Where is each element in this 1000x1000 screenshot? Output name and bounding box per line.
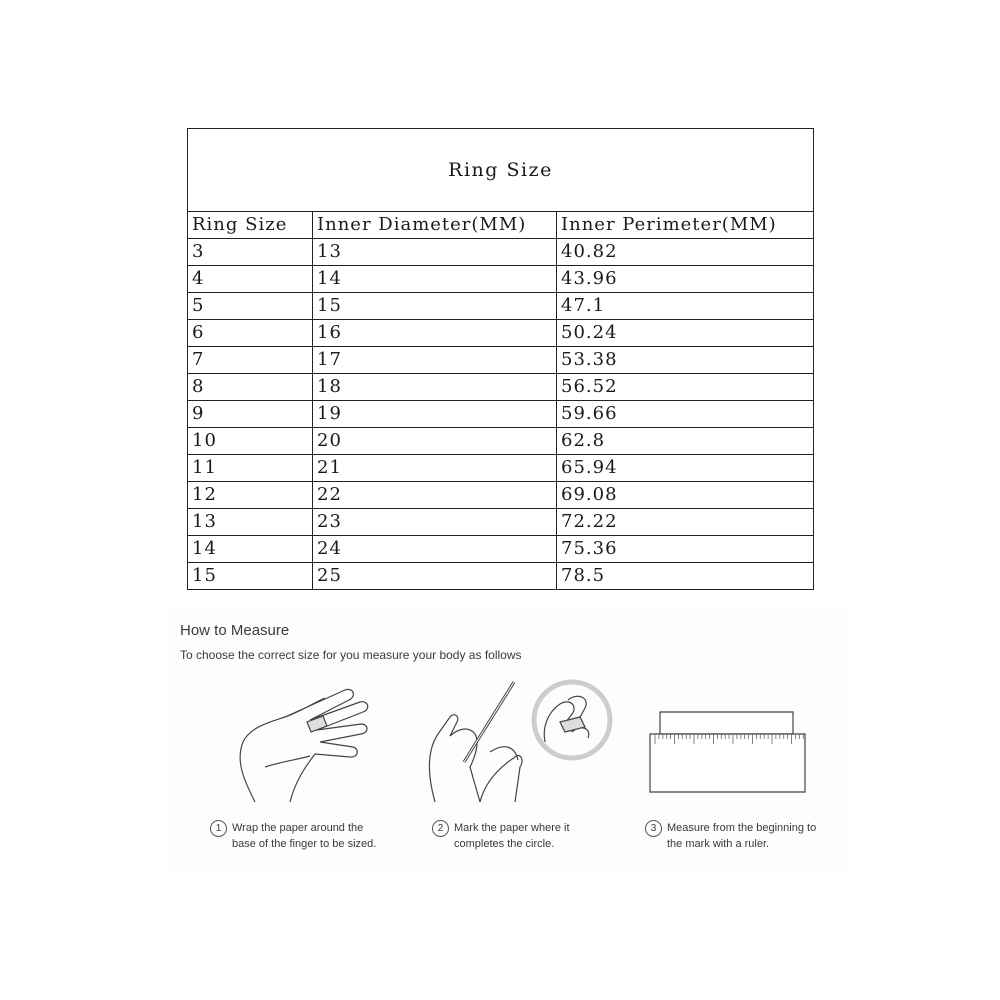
inner-diameter-cell: 24 [313, 536, 557, 563]
hand-wrap-icon [225, 672, 375, 812]
pen-mark-icon [420, 672, 620, 812]
inner-perimeter-cell: 50.24 [557, 320, 814, 347]
ring-size-cell: 15 [188, 563, 313, 590]
ring-size-cell: 3 [188, 239, 313, 266]
ring-size-cell: 9 [188, 401, 313, 428]
table-row [188, 320, 814, 347]
table-row [188, 266, 814, 293]
table-row [188, 509, 814, 536]
inner-diameter-cell: 17 [313, 347, 557, 374]
step-2-number: 2 [432, 820, 449, 837]
ring-size-cell: 11 [188, 455, 313, 482]
step-2-line2: completes the circle. [454, 838, 555, 850]
table-row [188, 563, 814, 590]
inner-perimeter-cell: 43.96 [557, 266, 814, 293]
table-row [188, 482, 814, 509]
table-row [188, 536, 814, 563]
inner-diameter-cell: 23 [313, 509, 557, 536]
step-1-caption [210, 820, 376, 852]
step-3-caption [645, 820, 816, 852]
how-to-measure-panel [165, 606, 845, 874]
inner-diameter-cell: 22 [313, 482, 557, 509]
inner-diameter-cell: 21 [313, 455, 557, 482]
step-2-caption [432, 820, 570, 852]
table-title: Ring Size [188, 129, 814, 212]
table-row [188, 374, 814, 401]
table-row [188, 455, 814, 482]
inner-perimeter-cell: 62.8 [557, 428, 814, 455]
table-row [188, 293, 814, 320]
header-inner-perimeter: Inner Perimeter(MM) [557, 212, 814, 239]
ring-size-cell: 14 [188, 536, 313, 563]
ring-size-table [187, 128, 814, 590]
ring-size-cell: 10 [188, 428, 313, 455]
inner-diameter-cell: 15 [313, 293, 557, 320]
inner-perimeter-cell: 69.08 [557, 482, 814, 509]
inner-diameter-cell: 19 [313, 401, 557, 428]
header-ring-size: Ring Size [188, 212, 313, 239]
measure-subtitle: To choose the correct size for you measure your body as follows [180, 648, 522, 662]
step-2-line1: Mark the paper where it [454, 822, 570, 834]
ring-size-cell: 5 [188, 293, 313, 320]
inner-perimeter-cell: 53.38 [557, 347, 814, 374]
step-1-number: 1 [210, 820, 227, 837]
ring-size-cell: 7 [188, 347, 313, 374]
inner-diameter-cell: 25 [313, 563, 557, 590]
step-1-line1: Wrap the paper around the [232, 822, 364, 834]
inner-perimeter-cell: 78.5 [557, 563, 814, 590]
measure-title: How to Measure [180, 622, 290, 639]
inner-perimeter-cell: 72.22 [557, 509, 814, 536]
ring-size-cell: 12 [188, 482, 313, 509]
ring-size-cell: 4 [188, 266, 313, 293]
ring-size-cell: 6 [188, 320, 313, 347]
inner-perimeter-cell: 40.82 [557, 239, 814, 266]
inner-perimeter-cell: 65.94 [557, 455, 814, 482]
inner-diameter-cell: 16 [313, 320, 557, 347]
table-body [188, 239, 814, 590]
inner-diameter-cell: 20 [313, 428, 557, 455]
inner-diameter-cell: 18 [313, 374, 557, 401]
table-row [188, 401, 814, 428]
step-3-line1: Measure from the beginning to [667, 822, 817, 834]
table-row [188, 239, 814, 266]
inner-diameter-cell: 14 [313, 266, 557, 293]
ring-size-cell: 8 [188, 374, 313, 401]
step-3-line2: the mark with a ruler. [667, 838, 770, 850]
step-1-line2: base of the finger to be sized. [232, 838, 377, 850]
inner-perimeter-cell: 47.1 [557, 293, 814, 320]
ruler-icon [645, 672, 815, 802]
table-row [188, 347, 814, 374]
ring-size-cell: 13 [188, 509, 313, 536]
inner-perimeter-cell: 75.36 [557, 536, 814, 563]
step-3-number: 3 [645, 820, 662, 837]
header-inner-diameter: Inner Diameter(MM) [313, 212, 557, 239]
inner-perimeter-cell: 56.52 [557, 374, 814, 401]
table-header-row [188, 212, 814, 239]
table-row [188, 428, 814, 455]
inner-perimeter-cell: 59.66 [557, 401, 814, 428]
inner-diameter-cell: 13 [313, 239, 557, 266]
